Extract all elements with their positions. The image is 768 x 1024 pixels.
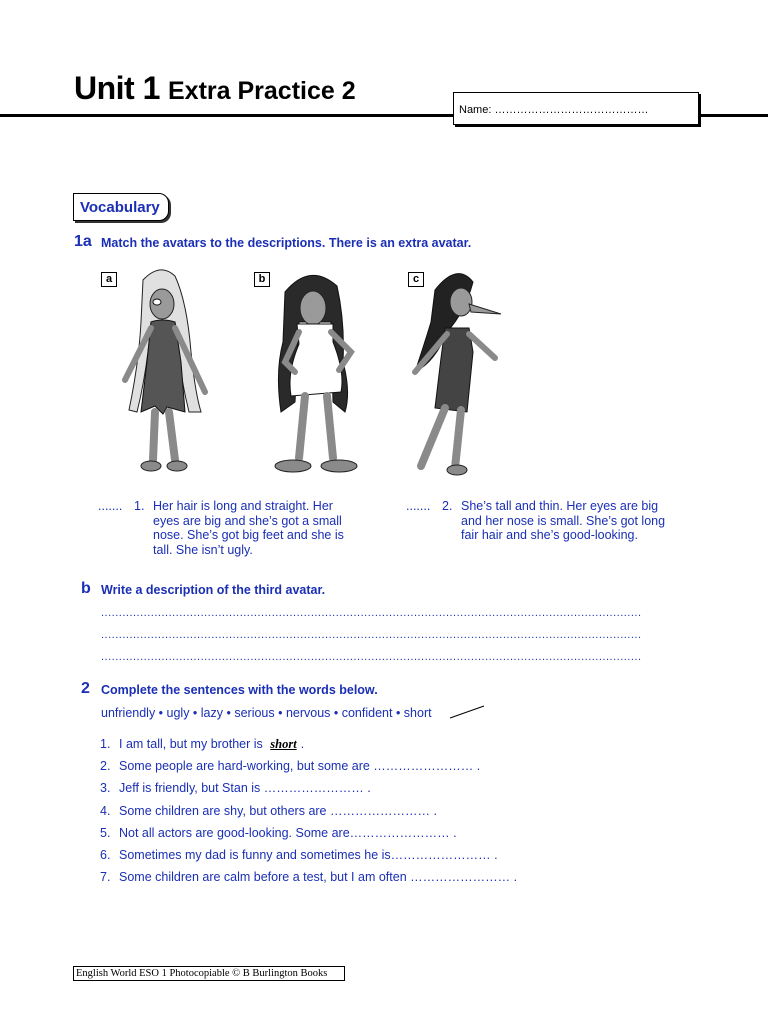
sentence-1-answer[interactable]: short <box>270 737 297 751</box>
description-1-number: 1. <box>134 499 145 513</box>
exercise-1b-instruction: Write a description of the third avatar. <box>101 583 326 597</box>
writing-line[interactable]: ........................................................................................................................................................ <box>101 651 642 663</box>
sentence-1-number: 1. <box>100 737 111 751</box>
description-1-blank[interactable]: ....... <box>98 499 123 513</box>
exercise-1a-number: 1a <box>74 233 92 250</box>
page-title: Extra Practice 2 <box>168 77 356 105</box>
sentence-7[interactable]: Some children are calm before a test, but I am often …………………… . <box>119 870 518 884</box>
name-field[interactable]: Name: …………………………………… <box>459 104 649 116</box>
exercise-1a-instruction: Match the avatars to the descriptions. There is an extra avatar. <box>101 236 472 250</box>
crossed-out-mark <box>448 702 488 722</box>
sentence-6[interactable]: Sometimes my dad is funny and sometimes he is…………………… . <box>119 848 498 862</box>
sentence-5-number: 5. <box>100 826 111 840</box>
sentence-4-number: 4. <box>100 804 111 818</box>
sentence-2[interactable]: Some people are hard-working, but some are …………………… . <box>119 759 481 773</box>
sentence-3[interactable]: Jeff is friendly, but Stan is …………………… . <box>119 781 371 795</box>
description-1-text: Her hair is long and straight. Her eyes are big and she’s got a small nose. She’s got big feet and she is tall. She isn’t ugly. <box>153 499 344 557</box>
section-label: Vocabulary <box>80 199 160 216</box>
sentence-3-number: 3. <box>100 781 111 795</box>
avatar-a-label: a <box>101 272 117 287</box>
description-2-text: She’s tall and thin. Her eyes are big and her nose is small. She’s got long fair hair and she’s good-looking. <box>461 499 666 542</box>
sentence-6-number: 6. <box>100 848 111 862</box>
exercise-2-instruction: Complete the sentences with the words below. <box>101 683 378 697</box>
writing-line[interactable]: ........................................................................................................................................................ <box>101 629 642 641</box>
sentence-4[interactable]: Some children are shy, but others are …………………… . <box>119 804 437 818</box>
writing-line[interactable]: ........................................................................................................................................................ <box>101 607 642 619</box>
description-2-blank[interactable]: ....... <box>406 499 431 513</box>
avatar-a-image <box>105 262 225 480</box>
exercise-2-number: 2 <box>81 680 90 697</box>
avatar-b-image <box>255 262 375 480</box>
unit-title: Unit 1 <box>74 70 160 106</box>
avatar-c-label: c <box>408 272 424 287</box>
word-bank: unfriendly • ugly • lazy • serious • nervous • confident • short <box>101 706 432 720</box>
sentence-5[interactable]: Not all actors are good-looking. Some are…………………… . <box>119 826 457 840</box>
avatar-c-image <box>395 262 515 480</box>
description-2-number: 2. <box>442 499 453 513</box>
sentence-7-number: 7. <box>100 870 111 884</box>
avatar-b-label: b <box>254 272 270 287</box>
sentence-1: I am tall, but my brother is short . <box>119 737 305 751</box>
sentence-2-number: 2. <box>100 759 111 773</box>
footer-copyright: English World ESO 1 Photocopiable © B Burlington Books <box>73 966 345 981</box>
exercise-1b-letter: b <box>81 580 91 597</box>
